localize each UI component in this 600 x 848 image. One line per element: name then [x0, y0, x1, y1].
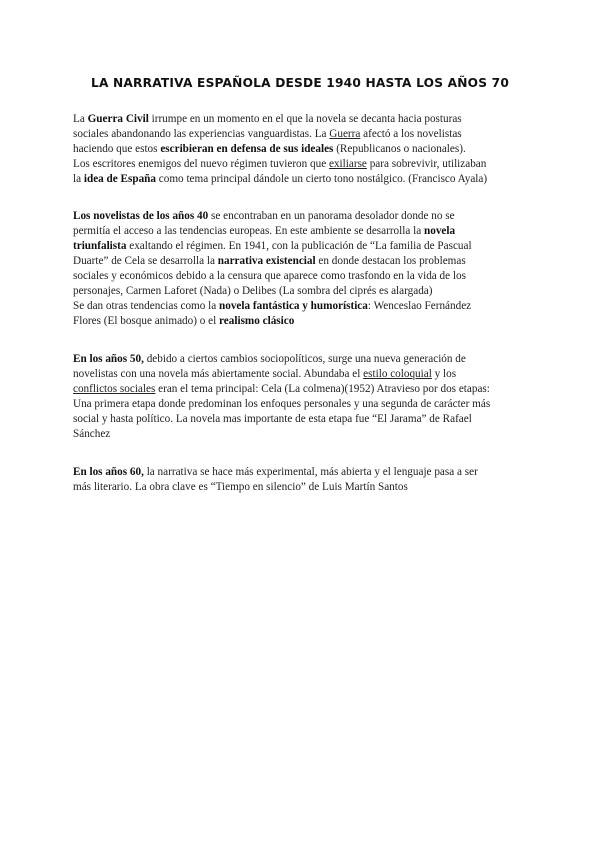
- paragraph-anos-60: [73, 465, 535, 495]
- text-line: [73, 465, 535, 480]
- text-run: : Wenceslao Fernández: [367, 300, 472, 312]
- text-line: [73, 352, 535, 367]
- bold-term: triunfalista: [73, 240, 127, 252]
- text-line: [73, 239, 535, 254]
- bold-term: Los novelistas de los años 40: [73, 210, 209, 222]
- text-run: permitía el acceso a las tendencias europeas. En este ambiente se desarrolla la: [73, 225, 425, 237]
- text-run: debido a ciertos cambios sociopolíticos, surge una nueva generación de: [143, 353, 466, 365]
- text-line: [73, 254, 535, 269]
- bold-term: En los años 60,: [73, 466, 144, 478]
- text-line: [73, 127, 535, 142]
- text-line: Sánchez: [73, 428, 111, 440]
- text-run: novelistas con una novela más abiertamente social. Abundaba el: [73, 368, 364, 380]
- paragraph-anos-40: [73, 209, 535, 329]
- underlined-term: exiliarse: [329, 158, 367, 170]
- text-run: haciendo que estos: [73, 143, 161, 155]
- text-line: [73, 367, 535, 382]
- text-run: se encontraban en un panorama desolador donde no se: [208, 210, 455, 222]
- text-line: [73, 157, 535, 172]
- bold-term: realismo clásico: [219, 315, 295, 327]
- text-run: en donde destacan los problemas: [315, 255, 466, 267]
- text-line: más literario. La obra clave es “Tiempo en silencio” de Luis Martín Santos: [73, 481, 408, 493]
- text-run: Flores (El bosque animado) o el: [73, 315, 220, 327]
- text-line: personajes, Carmen Laforet (Nada) o Delibes (La sombra del ciprés es alargada): [73, 285, 433, 297]
- text-line: [73, 299, 535, 314]
- bold-term: idea de España: [83, 173, 156, 185]
- text-run: como tema principal dándole un cierto tono nostálgico. (Francisco Ayala): [156, 173, 488, 185]
- text-line: Una primera etapa donde predominan los enfoques personales y una segunda de carácter más: [73, 398, 491, 410]
- text-run: La: [73, 113, 88, 125]
- text-run: exaltando el régimen. En 1941, con la publicación de “La familia de Pascual: [126, 240, 472, 252]
- text-run: Los escritores enemigos del nuevo régimen tuvieron que: [73, 158, 329, 170]
- text-run: irrumpe en un momento en el que la novela se decanta hacia posturas: [148, 113, 462, 125]
- text-line: social y hasta político. La novela mas importante de esta etapa fue “El Jarama” de Rafael: [73, 413, 472, 425]
- text-line: [73, 224, 535, 239]
- paragraph-anos-50: [73, 352, 535, 442]
- bold-term: escribieran en defensa de sus ideales: [160, 143, 334, 155]
- text-line: [73, 172, 535, 187]
- text-run: Se dan otras tendencias como la: [73, 300, 220, 312]
- paragraph-guerra-civil: [73, 112, 535, 187]
- text-line: [73, 112, 535, 127]
- text-run: eran el tema principal: Cela (La colmena)(1952) Atravieso por dos etapas:: [155, 383, 490, 395]
- text-line: [73, 314, 535, 329]
- text-run: sociales abandonando las experiencias vanguardistas. La: [73, 128, 330, 140]
- underlined-term: estilo coloquial: [363, 368, 432, 380]
- bold-term: novela: [424, 225, 456, 237]
- text-line: [73, 382, 535, 397]
- text-run: Duarte” de Cela se desarrolla la: [73, 255, 218, 267]
- underlined-term: conflictos sociales: [73, 383, 156, 395]
- text-line: [73, 142, 535, 157]
- text-run: afectó a los novelistas: [360, 128, 462, 140]
- underlined-term: Guerra: [329, 128, 361, 140]
- text-line: sociales y económicos debido a la censura que aparece como trasfondo en la vida de los: [73, 270, 466, 282]
- text-run: la narrativa se hace más experimental, más abierta y el lenguaje pasa a ser: [143, 466, 478, 478]
- bold-term: novela fantástica y humorística: [219, 300, 368, 312]
- text-run: para sobrevivir, utilizaban: [366, 158, 487, 170]
- text-line: [73, 209, 535, 224]
- bold-term: En los años 50,: [73, 353, 144, 365]
- document-title: LA NARRATIVA ESPAÑOLA DESDE 1940 HASTA LOS AÑOS 70: [90, 76, 509, 90]
- text-run: la: [73, 173, 84, 185]
- bold-term: Guerra Civil: [87, 113, 149, 125]
- text-run: (Republicanos o nacionales).: [333, 143, 466, 155]
- text-run: y los: [431, 368, 457, 380]
- bold-term: narrativa existencial: [217, 255, 316, 267]
